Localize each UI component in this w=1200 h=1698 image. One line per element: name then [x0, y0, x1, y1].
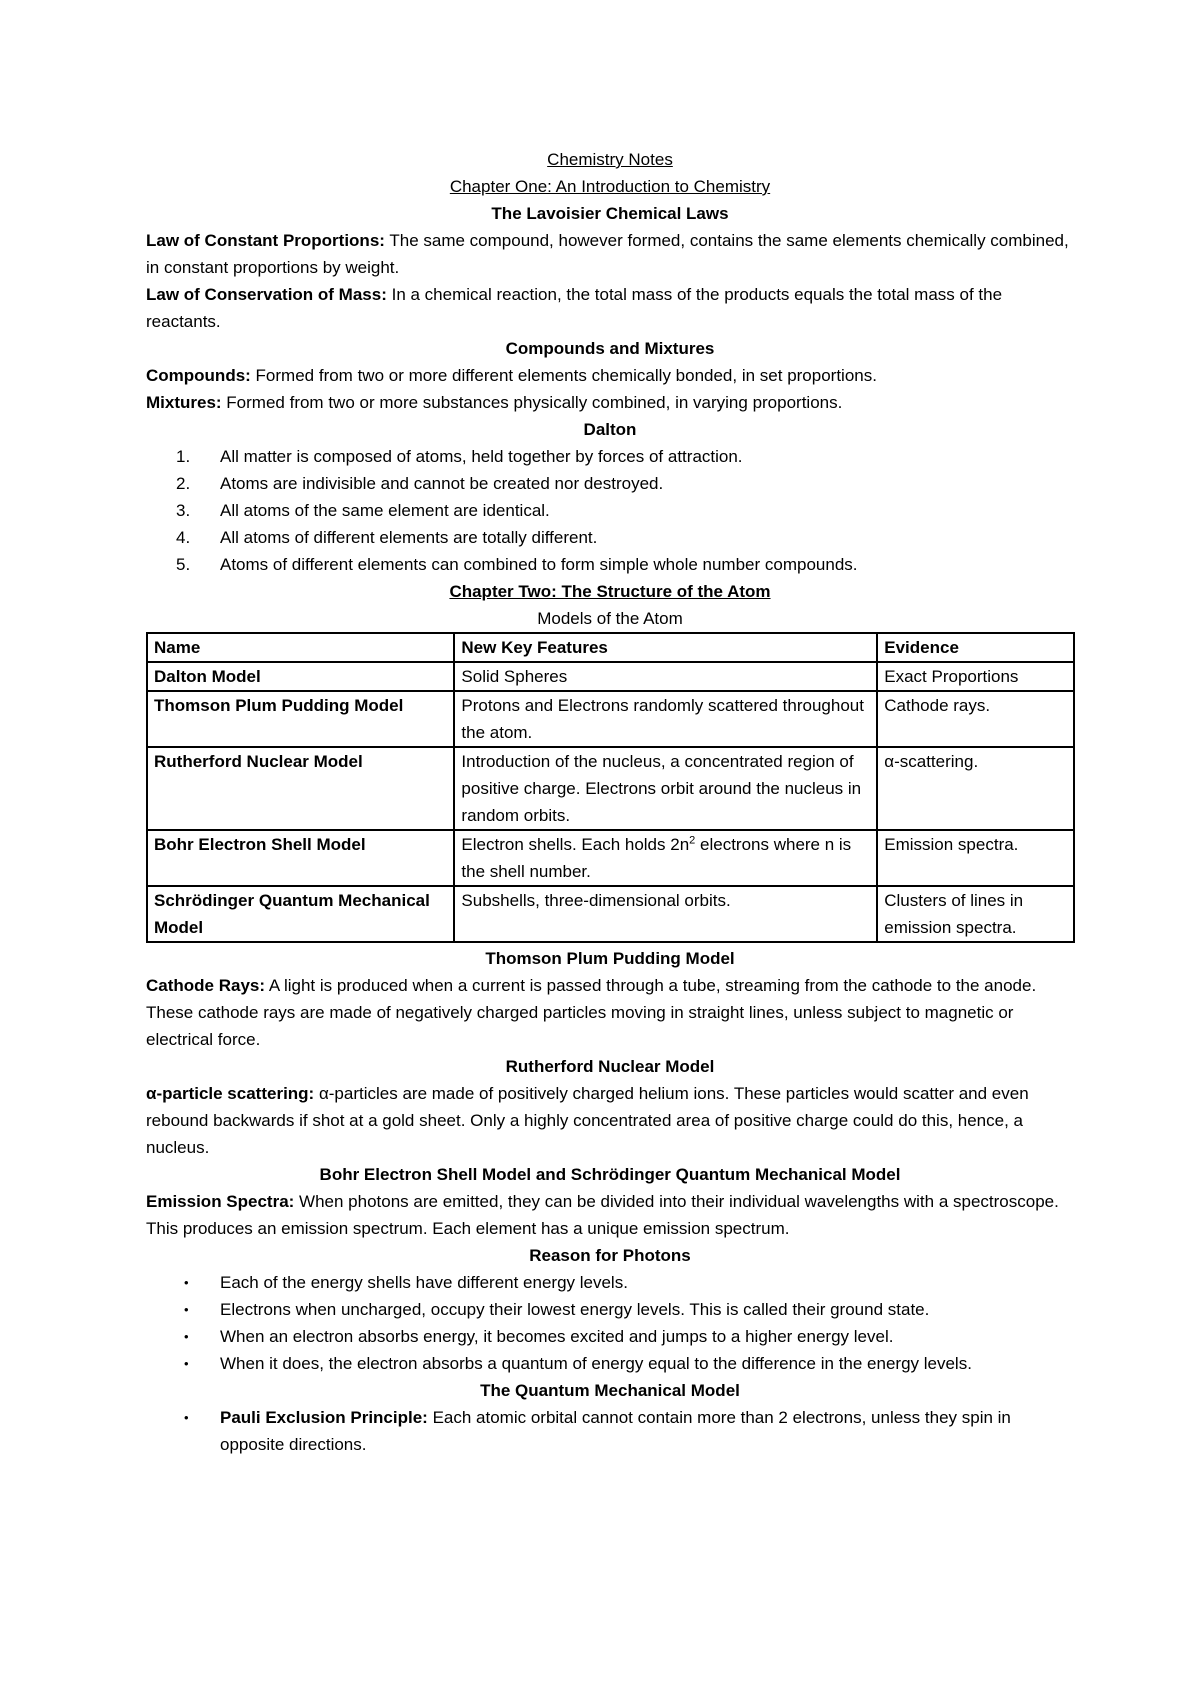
dalton-heading: Dalton [583, 420, 637, 439]
atom-models-table [146, 632, 1075, 943]
list-item [146, 551, 1074, 578]
bullet-icon: • [184, 1410, 189, 1425]
photons-list [146, 1269, 1074, 1377]
table-row [147, 830, 1074, 886]
model-features: Subshells, three-dimensional orbits. [454, 886, 877, 942]
list-text: All matter is composed of atoms, held together by forces of attraction. [220, 447, 743, 466]
list-item [146, 1296, 1074, 1323]
model-evidence: α-scattering. [877, 747, 1074, 830]
models-caption: Models of the Atom [537, 609, 683, 628]
law-text: The same compound, however formed, contains the same elements chemically combined, in constant proportions by weight. [146, 231, 1069, 277]
features-text: Electron shells. Each holds 2n [461, 835, 690, 854]
table-row [147, 691, 1074, 747]
definition-term: Cathode Rays: [146, 976, 266, 995]
list-item [146, 443, 1074, 470]
model-name: Rutherford Nuclear Model [147, 747, 454, 830]
list-text: Each of the energy shells have different energy levels. [220, 1273, 628, 1292]
column-header-features: New Key Features [454, 633, 877, 662]
column-header-evidence: Evidence [877, 633, 1074, 662]
list-item [146, 470, 1074, 497]
superscript: 2 [689, 834, 696, 847]
definition-term: Emission Spectra: [146, 1192, 295, 1211]
lavoisier-heading: The Lavoisier Chemical Laws [491, 204, 729, 223]
list-item [146, 1269, 1074, 1296]
model-name: Thomson Plum Pudding Model [147, 691, 454, 747]
model-name: Schrödinger Quantum Mechanical Model [147, 886, 454, 942]
definition-term: Pauli Exclusion Principle: [220, 1408, 428, 1427]
definition-text: α-particles are made of positively charged helium ions. These particles would scatter and even rebound backwards if shot at a gold sheet. Only a highly concentrated area of positive charge could do this, hence, a nucleus. [146, 1084, 1029, 1157]
table-row [147, 747, 1074, 830]
table-header-row [147, 633, 1074, 662]
bohr-heading: Bohr Electron Shell Model and Schrödinger Quantum Mechanical Model [319, 1165, 901, 1184]
model-features [454, 830, 877, 886]
model-evidence: Exact Proportions [877, 662, 1074, 691]
thomson-heading: Thomson Plum Pudding Model [485, 949, 735, 968]
bullet-icon: • [184, 1329, 189, 1344]
chapter-two-heading: Chapter Two: The Structure of the Atom [449, 582, 771, 601]
list-number: 4. [176, 528, 191, 547]
law-term: Law of Constant Proportions: [146, 231, 385, 250]
list-text: When an electron absorbs energy, it becomes excited and jumps to a higher energy level. [220, 1327, 894, 1346]
table-row [147, 886, 1074, 942]
model-features: Protons and Electrons randomly scattered throughout the atom. [454, 691, 877, 747]
column-header-name: Name [147, 633, 454, 662]
law-conservation-mass [146, 281, 1074, 335]
law-term: Law of Conservation of Mass: [146, 285, 387, 304]
bullet-icon: • [184, 1302, 189, 1317]
definition-text: Each atomic orbital cannot contain more than 2 electrons, unless they spin in opposite directions. [220, 1408, 1011, 1454]
emission-spectra-paragraph [146, 1188, 1074, 1242]
list-item [146, 1350, 1074, 1377]
quantum-list [146, 1404, 1074, 1458]
model-features: Introduction of the nucleus, a concentrated region of positive charge. Electrons orbit around the nucleus in random orbits. [454, 747, 877, 830]
model-evidence: Clusters of lines in emission spectra. [877, 886, 1074, 942]
model-name: Dalton Model [147, 662, 454, 691]
list-number: 5. [176, 555, 191, 574]
list-item [146, 1404, 1074, 1458]
photons-heading: Reason for Photons [529, 1246, 691, 1265]
list-text: Atoms of different elements can combined to form simple whole number compounds. [220, 555, 858, 574]
definition-text: Formed from two or more different elements chemically bonded, in set proportions. [250, 366, 877, 385]
bullet-icon: • [184, 1275, 189, 1290]
cathode-rays-paragraph [146, 972, 1074, 1053]
list-item [146, 1323, 1074, 1350]
model-evidence: Emission spectra. [877, 830, 1074, 886]
rutherford-heading: Rutherford Nuclear Model [505, 1057, 715, 1076]
dalton-list [146, 443, 1074, 578]
definition-term: Mixtures: [146, 393, 222, 412]
list-number: 1. [176, 447, 191, 466]
table-row [147, 662, 1074, 691]
definition-text: When photons are emitted, they can be divided into their individual wavelengths with a spectroscope. This produces an emission spectrum. Each element has a unique emission spectrum. [146, 1192, 1059, 1238]
alpha-scattering-paragraph [146, 1080, 1074, 1161]
list-item [146, 524, 1074, 551]
model-features: Solid Spheres [454, 662, 877, 691]
bullet-icon: • [184, 1356, 189, 1371]
definition-text: Formed from two or more substances physically combined, in varying proportions. [221, 393, 843, 412]
list-text: All atoms of the same element are identical. [220, 501, 550, 520]
compounds-heading: Compounds and Mixtures [505, 339, 715, 358]
quantum-heading: The Quantum Mechanical Model [480, 1381, 740, 1400]
list-text: Atoms are indivisible and cannot be created nor destroyed. [220, 474, 664, 493]
document-title: Chemistry Notes [547, 150, 673, 169]
definition-term: Compounds: [146, 366, 251, 385]
definition-term: α-particle scattering: [146, 1084, 315, 1103]
list-number: 3. [176, 501, 191, 520]
document-page [146, 146, 1074, 1458]
law-constant-proportions [146, 227, 1074, 281]
list-item [146, 497, 1074, 524]
list-text: When it does, the electron absorbs a quantum of energy equal to the difference in the energy levels. [220, 1354, 972, 1373]
list-text: Electrons when uncharged, occupy their lowest energy levels. This is called their ground state. [220, 1300, 930, 1319]
compounds-definition [146, 362, 1074, 389]
definition-text: A light is produced when a current is passed through a tube, streaming from the cathode to the anode. These cathode rays are made of negatively charged particles moving in straight lines, unless subject to magnetic or electrical force. [146, 976, 1037, 1049]
model-name: Bohr Electron Shell Model [147, 830, 454, 886]
mixtures-definition [146, 389, 1074, 416]
chapter-one-heading: Chapter One: An Introduction to Chemistry [449, 177, 771, 196]
list-number: 2. [176, 474, 191, 493]
features-text: electrons where n is the shell number. [461, 835, 852, 881]
law-text: In a chemical reaction, the total mass of the products equals the total mass of the reactants. [146, 285, 1003, 331]
model-evidence: Cathode rays. [877, 691, 1074, 747]
list-text: All atoms of different elements are totally different. [220, 528, 598, 547]
